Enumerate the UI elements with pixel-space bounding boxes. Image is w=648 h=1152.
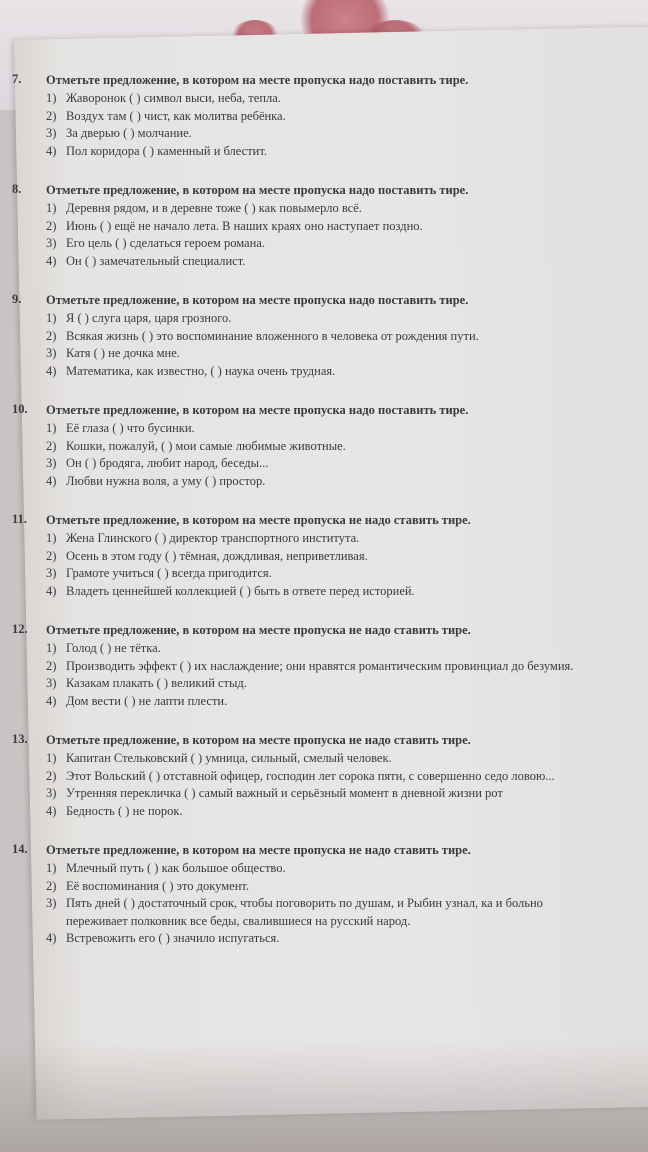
option-number: 1) <box>46 531 57 545</box>
option-text: Деревня рядом, и в деревне тоже ( ) как повымерло всё. <box>66 201 362 215</box>
exercise-item <box>12 402 612 490</box>
exercise-question: Отметьте предложение, в котором на месте пропуска не надо ставить тире. <box>46 623 471 637</box>
option-number: 4) <box>46 363 57 378</box>
option-text: Воздух там ( ) чист, как молитва ребёнка. <box>66 108 286 123</box>
option-text: Он ( ) бродяга, любит народ, беседы... <box>66 456 269 470</box>
answer-option <box>46 90 612 108</box>
option-number: 2) <box>46 548 57 563</box>
option-number: 2) <box>46 108 57 123</box>
answer-option <box>46 693 612 711</box>
option-number: 1) <box>46 751 57 765</box>
answer-option <box>46 235 612 253</box>
answer-option <box>46 930 612 948</box>
option-number: 2) <box>46 878 57 893</box>
exercise-number: 8. <box>12 182 22 196</box>
option-text: Производить эффект ( ) их наслаждение; они нравятся романтическим провинциал до безумия. <box>66 658 574 673</box>
page-shadow <box>0 1040 648 1152</box>
option-number: 1) <box>46 311 57 325</box>
answer-options <box>12 200 612 270</box>
option-number: 1) <box>46 201 57 215</box>
answer-option <box>46 143 612 161</box>
answer-option <box>46 803 612 821</box>
option-number: 4) <box>46 143 57 158</box>
exercise-number: 9. <box>12 292 22 306</box>
exercise-item <box>12 622 612 710</box>
exercise-number: 13. <box>12 732 28 746</box>
answer-option <box>46 345 612 363</box>
option-number: 3) <box>46 346 57 360</box>
option-number: 3) <box>46 126 57 140</box>
answer-options <box>12 860 612 948</box>
answer-options <box>12 90 612 160</box>
option-text: Этот Вольский ( ) отставной офицер, господин лет сорока пяти, с совершенно седо ловою... <box>66 768 555 783</box>
option-text: Всякая жизнь ( ) это воспоминание вложенного в человека от рождения пути. <box>66 328 479 343</box>
exercise-number: 10. <box>12 402 28 416</box>
exercise-item <box>12 292 612 380</box>
option-number: 4) <box>46 693 57 708</box>
option-text: Я ( ) слуга царя, царя грозного. <box>66 311 232 325</box>
exercise-item <box>12 72 612 160</box>
answer-option <box>46 860 612 878</box>
option-number: 1) <box>46 861 57 875</box>
exercise-item <box>12 512 612 600</box>
option-number: 1) <box>46 421 57 435</box>
exercise-number: 14. <box>12 842 28 856</box>
option-number: 3) <box>46 676 57 690</box>
option-text: Кошки, пожалуй, ( ) мои самые любимые животные. <box>66 438 346 453</box>
answer-option <box>46 640 612 658</box>
option-text: Её глаза ( ) что бусинки. <box>66 421 195 435</box>
answer-option <box>46 310 612 328</box>
answer-options <box>12 420 612 490</box>
option-text: За дверью ( ) молчание. <box>66 126 192 140</box>
exercise-question: Отметьте предложение, в котором на месте пропуска надо поставить тире. <box>46 183 469 197</box>
option-text: Осень в этом году ( ) тёмная, дождливая, неприветливая. <box>66 548 368 563</box>
answer-option <box>46 473 612 491</box>
option-number: 1) <box>46 91 57 105</box>
option-number: 3) <box>46 236 57 250</box>
exercise-question: Отметьте предложение, в котором на месте пропуска не надо ставить тире. <box>46 843 471 857</box>
option-text: Жаворонок ( ) символ выси, неба, тепла. <box>66 91 281 105</box>
option-text: Его цель ( ) сделаться героем романа. <box>66 236 265 250</box>
answer-option <box>46 785 612 803</box>
answer-option <box>46 530 612 548</box>
option-text: Встревожить его ( ) значило испугаться. <box>66 931 280 945</box>
answer-options <box>12 530 612 600</box>
answer-option <box>46 750 612 768</box>
answer-option <box>46 218 612 236</box>
answer-option <box>46 328 612 346</box>
answer-option <box>46 675 612 693</box>
option-text: Дом вести ( ) не лапти плести. <box>66 693 228 708</box>
option-text: Любви нужна воля, а уму ( ) простор. <box>66 473 266 488</box>
exercise-item <box>12 842 612 948</box>
option-text: Пять дней ( ) достаточный срок, чтобы поговорить по душам, и Рыбин узнал, ка и больно переживает полковник все беды, свалившиеся на русский народ. <box>66 896 543 928</box>
option-number: 4) <box>46 253 57 268</box>
option-text: Млечный путь ( ) как большое общество. <box>66 861 286 875</box>
option-number: 4) <box>46 931 57 945</box>
answer-option <box>46 565 612 583</box>
option-text: Катя ( ) не дочка мне. <box>66 346 180 360</box>
exercise-question: Отметьте предложение, в котором на месте пропуска надо поставить тире. <box>46 73 469 87</box>
answer-options <box>12 640 612 710</box>
exercise-item <box>12 182 612 270</box>
option-number: 4) <box>46 583 57 598</box>
answer-option <box>46 583 612 601</box>
option-number: 4) <box>46 803 57 818</box>
exercise-number: 7. <box>12 72 22 86</box>
exercise-item <box>12 732 612 820</box>
exercise-question: Отметьте предложение, в котором на месте пропуска надо поставить тире. <box>46 293 469 307</box>
answer-option <box>46 658 612 676</box>
answer-options <box>12 310 612 380</box>
option-text: Голод ( ) не тётка. <box>66 641 161 655</box>
option-text: Грамоте учиться ( ) всегда пригодится. <box>66 566 272 580</box>
option-number: 2) <box>46 658 57 673</box>
answer-option <box>46 455 612 473</box>
answer-option <box>46 895 612 930</box>
option-number: 1) <box>46 641 57 655</box>
option-number: 2) <box>46 328 57 343</box>
option-number: 2) <box>46 438 57 453</box>
option-text: Казакам плакать ( ) великий стыд. <box>66 676 247 690</box>
option-number: 3) <box>46 896 57 910</box>
answer-option <box>46 438 612 456</box>
option-text: Владеть ценнейшей коллекцией ( ) быть в ответе перед историей. <box>66 583 415 598</box>
option-number: 3) <box>46 456 57 470</box>
answer-option <box>46 878 612 896</box>
option-text: Утренняя перекличка ( ) самый важный и серьёзный момент в дневной жизни рот <box>66 786 503 800</box>
answer-option <box>46 420 612 438</box>
answer-option <box>46 125 612 143</box>
answer-option <box>46 253 612 271</box>
option-number: 4) <box>46 473 57 488</box>
option-text: Он ( ) замечательный специалист. <box>66 253 246 268</box>
option-number: 3) <box>46 786 57 800</box>
exercise-number: 11. <box>12 512 27 526</box>
answer-options <box>12 750 612 820</box>
exercise-question: Отметьте предложение, в котором на месте пропуска не надо ставить тире. <box>46 733 471 747</box>
answer-option <box>46 548 612 566</box>
answer-option <box>46 108 612 126</box>
exercise-number: 12. <box>12 622 28 636</box>
exercise-question: Отметьте предложение, в котором на месте пропуска не надо ставить тире. <box>46 513 471 527</box>
option-text: Математика, как известно, ( ) наука очень трудная. <box>66 363 336 378</box>
option-text: Июнь ( ) ещё не начало лета. В наших краях оно наступает поздно. <box>66 218 423 233</box>
option-text: Её воспоминания ( ) это документ. <box>66 878 250 893</box>
exercise-question: Отметьте предложение, в котором на месте пропуска надо поставить тире. <box>46 403 469 417</box>
answer-option <box>46 363 612 381</box>
exercise-list <box>12 72 612 970</box>
option-number: 2) <box>46 768 57 783</box>
answer-option <box>46 200 612 218</box>
option-text: Пол коридора ( ) каменный и блестит. <box>66 143 268 158</box>
option-number: 3) <box>46 566 57 580</box>
option-text: Бедность ( ) не порок. <box>66 803 183 818</box>
option-number: 2) <box>46 218 57 233</box>
answer-option <box>46 768 612 786</box>
option-text: Капитан Стельковский ( ) умница, сильный, смелый человек. <box>66 751 392 765</box>
option-text: Жена Глинского ( ) директор транспортного института. <box>66 531 360 545</box>
